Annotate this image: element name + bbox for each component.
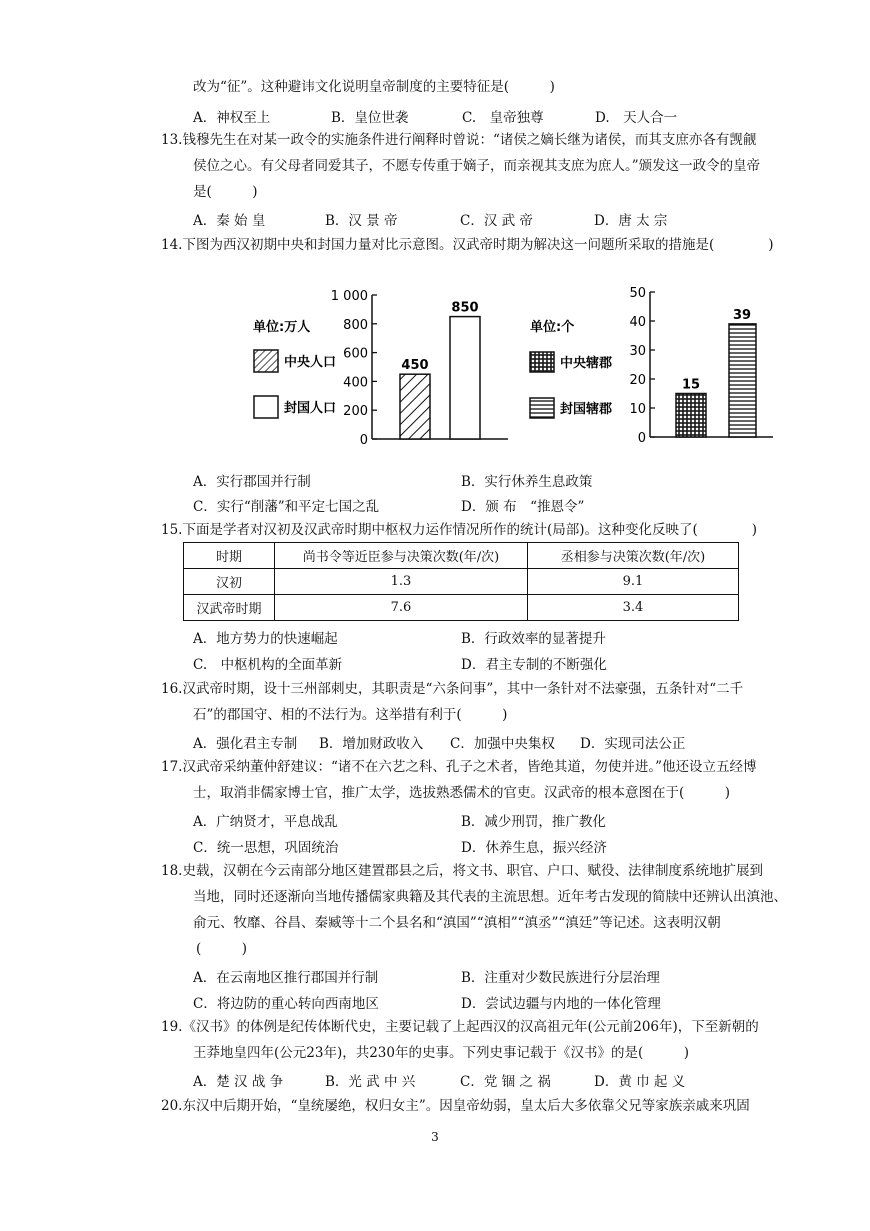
option-c[interactable]: C. 中枢机构的全面革新 (193, 657, 343, 673)
page-number: 3 (431, 1130, 439, 1144)
table-cell: 汉初 (184, 569, 275, 595)
table-cell: 1.3 (275, 569, 528, 595)
option-a[interactable]: A．实行郡国并行制 (193, 474, 311, 490)
y-tick-label: 30 (629, 344, 646, 359)
unit-label: 单位:万人 (253, 320, 311, 335)
option-d[interactable]: D．颁 布 “推恩令” (461, 499, 585, 515)
legend-label-central: 中央人口 (284, 355, 337, 370)
legend-swatch-central (530, 352, 554, 372)
legend-swatch-fief (254, 396, 278, 418)
legend-label-central: 中央辖郡 (560, 356, 613, 371)
question-18-line-4: ( ) (196, 941, 248, 957)
y-tick-label: 10 (629, 402, 646, 417)
question-18-line-3: 俞元、牧靡、谷昌、秦臧等十二个县名和“滇国”“滇相”“滇丞”“滇廷”等记述。这表明汉朝 (193, 915, 721, 931)
question-20-line-1: 20.东汉中后期开始，“皇统屡绝，权归女主”。因皇帝幼弱，皇太后大多依靠父兄等家族亲戚来巩固 (161, 1098, 750, 1114)
option-c[interactable]: C．统一思想，巩固统治 (193, 840, 339, 856)
table-cell: 汉武帝时期 (184, 595, 275, 621)
table-cell: 3.4 (528, 595, 739, 621)
y-tick-label: 400 (343, 375, 368, 391)
option-d[interactable]: D．尝试边疆与内地的一体化管理 (461, 996, 661, 1012)
legend-label-fief: 封国人口 (284, 401, 337, 416)
legend-label-fief: 封国辖郡 (560, 402, 613, 417)
option-c[interactable]: C．将边防的重心转向西南地区 (193, 996, 379, 1012)
bar-central-population (400, 374, 430, 439)
bar-fief-population (450, 317, 480, 439)
bar-central-commanderies (676, 394, 706, 438)
option-c[interactable]: C．汉 武 帝 (460, 213, 533, 229)
question-17-line-2: 士，取消非儒家博士官，推广太学，选拔熟悉儒术的官吏。汉武帝的根本意图在于( ) (193, 785, 731, 801)
question-18-line-2: 当地，同时还逐渐向当地传播儒家典籍及其代表的主流思想。近年考古发现的简牍中还辨认出滇池、 (193, 889, 787, 905)
option-a[interactable]: A．广纳贤才，平息战乱 (193, 814, 338, 830)
question-16-line-2: 石”的郡国守、相的不法行为。这举措有利于( ) (193, 707, 508, 723)
question-16-line-1: 16.汉武帝时期，设十三州部刺史，其职责是“六条问事”，其中一条针对不法豪强，五条针对“二千 (161, 681, 744, 697)
option-b[interactable]: B．行政效率的显著提升 (461, 631, 606, 647)
y-tick-label: 800 (343, 317, 368, 333)
option-b[interactable]: B．汉 景 帝 (325, 213, 398, 229)
decision-stat-table (183, 542, 739, 621)
question-13-line-1: 13.钱穆先生在对某一政令的实施条件进行阐释时曾说：“诸侯之嫡长继为诸侯，而其支庶亦各有觊觎 (161, 132, 757, 148)
unit-label: 单位:个 (530, 320, 575, 335)
question-14-line-1: 14.下图为西汉初期中央和封国力量对比示意图。汉武帝时期为解决这一问题所采取的措施是( ) (161, 237, 774, 253)
question-17-line-1: 17.汉武帝采纳董仲舒建议：“诸不在六艺之科、孔子之术者，皆绝其道，勿使并进。”他还设立五经博 (161, 759, 757, 775)
question-13-line-2: 侯位之心。有父母者同爱其子，不愿专传重于嫡子，而亲视其支庶为庶人。”颁发这一政令的皇帝 (193, 158, 761, 174)
y-tick-label: 40 (629, 315, 646, 330)
data-label-central: 450 (401, 358, 429, 374)
table-cell: 9.1 (528, 569, 739, 595)
option-c[interactable]: C．加强中央集权 (450, 736, 555, 752)
option-a[interactable]: A．秦 始 皇 (193, 213, 266, 229)
option-b[interactable]: B．注重对少数民族进行分层治理 (461, 970, 660, 986)
option-d[interactable]: D．实现司法公正 (580, 736, 686, 752)
question-19-line-2: 王莽地皇四年(公元23年)，共230年的史事。下列史事记载于《汉书》的是( ) (193, 1045, 690, 1061)
y-tick-label: 0 (637, 431, 646, 446)
question-19-line-1: 19.《汉书》的体例是纪传体断代史，主要记载了上起西汉的汉高祖元年(公元前206年)，下至新朝的 (161, 1019, 759, 1035)
option-a[interactable]: A．地方势力的快速崛起 (193, 631, 338, 647)
data-label-fief: 39 (732, 307, 752, 323)
option-c[interactable]: C. 皇帝独尊 (462, 110, 544, 126)
data-label-central: 15 (681, 377, 701, 393)
legend-swatch-fief (530, 398, 554, 418)
option-b[interactable]: B．增加财政收入 (319, 736, 424, 752)
option-d[interactable]: D. 天人合一 (595, 110, 678, 126)
option-a[interactable]: A．楚 汉 战 争 (193, 1074, 284, 1090)
question-15-line-1: 15.下面是学者对汉初及汉武帝时期中枢权力运作情况所作的统计(局部)。这种变化反映了( ) (161, 522, 758, 538)
table-cell: 7.6 (275, 595, 528, 621)
option-b[interactable]: B．皇位世袭 (331, 110, 409, 126)
option-b[interactable]: B．减少刑罚，推广教化 (461, 814, 606, 830)
question-12-tail: 改为“征”。这种避讳文化说明皇帝制度的主要特征是( ) (193, 79, 555, 95)
y-tick-label: 200 (343, 404, 368, 420)
y-tick-label: 1 000 (330, 289, 368, 304)
legend-swatch-central (254, 350, 278, 372)
option-a[interactable]: A．神权至上 (193, 110, 271, 126)
y-tick-label: 50 (629, 286, 646, 301)
y-tick-label: 20 (629, 373, 646, 388)
option-d[interactable]: D．君主专制的不断强化 (461, 657, 607, 673)
y-tick-label: 0 (359, 433, 368, 448)
option-a[interactable]: A．在云南地区推行郡国并行制 (193, 970, 379, 986)
commandery-bar-chart (528, 280, 788, 450)
option-a[interactable]: A．强化君主专制 (193, 736, 298, 752)
option-d[interactable]: D．黄 巾 起 义 (594, 1074, 686, 1090)
table-row (184, 569, 739, 595)
question-18-line-1: 18.史载，汉朝在今云南部分地区建置郡县之后，将文书、职官、户口、赋役、法律制度系统地扩展到 (161, 863, 763, 879)
option-c[interactable]: C．实行“削藩”和平定七国之乱 (193, 499, 380, 515)
table-header-secretary: 尚书令等近臣参与决策次数(年/次) (275, 543, 528, 569)
option-b[interactable]: B．光 武 中 兴 (325, 1074, 416, 1090)
option-b[interactable]: B．实行休养生息政策 (461, 474, 593, 490)
table-row (184, 595, 739, 621)
y-tick-label: 600 (343, 346, 368, 362)
table-header-period: 时期 (184, 543, 275, 569)
bar-fief-commanderies (729, 324, 756, 437)
population-bar-chart (250, 280, 510, 450)
option-c[interactable]: C．党 锢 之 祸 (460, 1074, 551, 1090)
option-d[interactable]: D．唐 太 宗 (594, 213, 668, 229)
option-d[interactable]: D．休养生息，振兴经济 (461, 840, 607, 856)
question-13-line-3: 是( ) (193, 184, 258, 200)
data-label-fief: 850 (451, 300, 479, 316)
table-header-chancellor: 丞相参与决策次数(年/次) (528, 543, 739, 569)
